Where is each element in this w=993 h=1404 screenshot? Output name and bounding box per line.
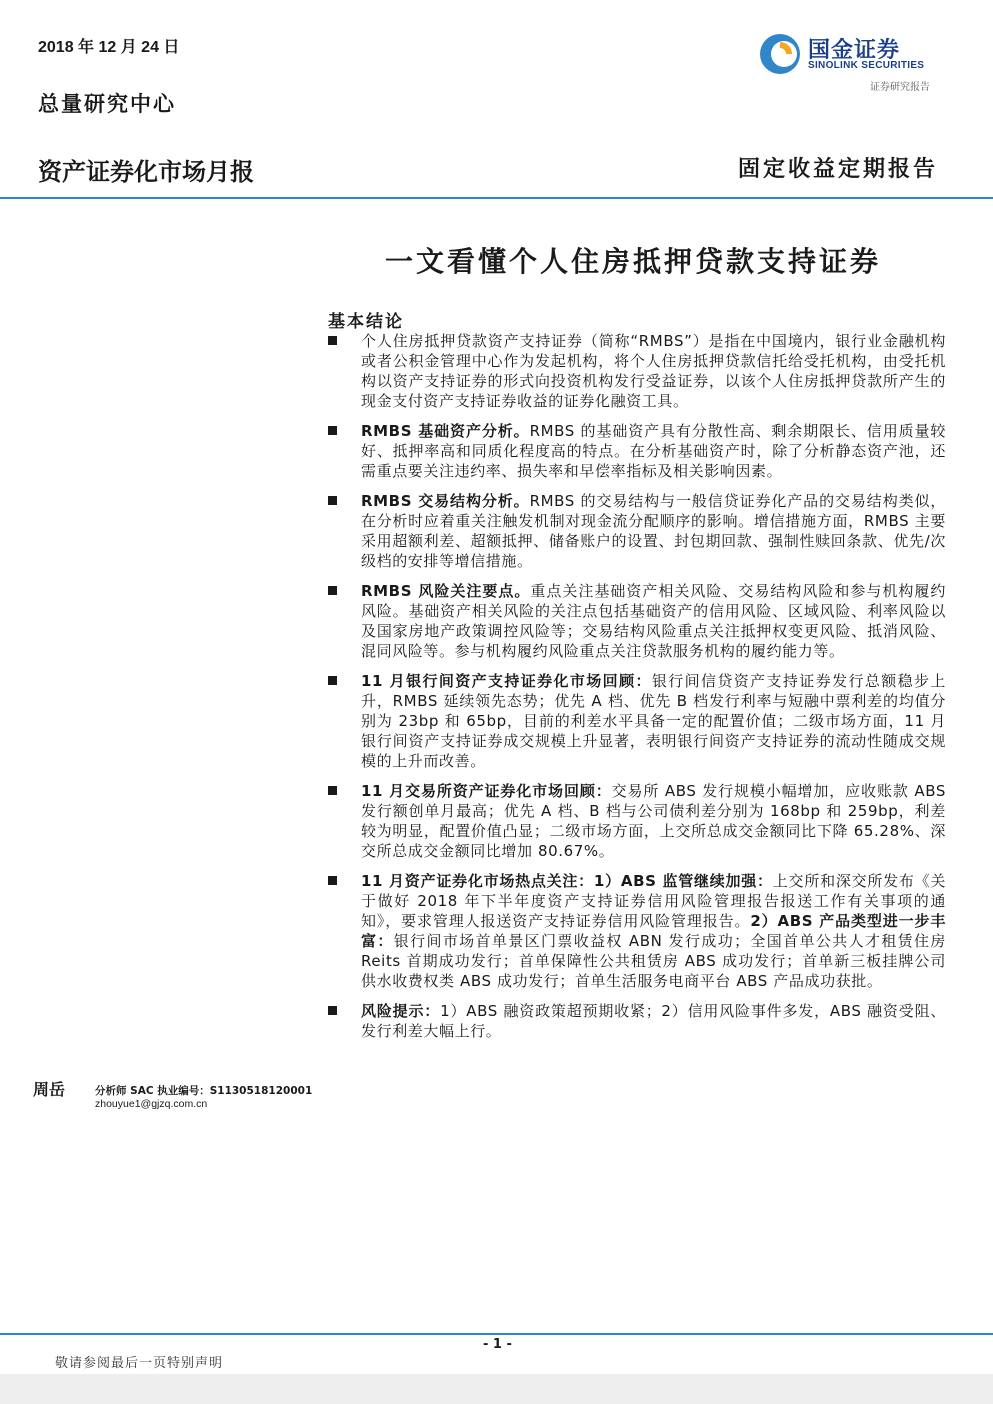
bullet-text: 1）ABS 融资政策超预期收紧；2）信用风险事件多发，ABS 融资受阻、发行利差大幅上行。: [361, 1002, 946, 1040]
footer-band: [0, 1374, 993, 1404]
page-number: - 1 -: [483, 1337, 512, 1352]
report-type: 资产证券化市场月报: [38, 158, 254, 186]
bullet-text: RMBS 的交易结构与一般信贷证券化产品的交易结构类似，在分析时应着重关注触发机制对现金流分配顺序的影响。增信措施方面，RMBS 主要采用超额利差、超额抵押、储备账户的设置、封包期回款、强制性赎回条款、优先/次级档的安排等增信措施。: [361, 492, 947, 570]
report-date: 2018 年 12 月 24 日: [38, 39, 180, 56]
list-item: [328, 671, 946, 771]
analyst-email[interactable]: zhouyue1@gjzq.com.cn: [95, 1098, 208, 1110]
square-bullet-icon: [328, 496, 337, 505]
square-bullet-icon: [328, 426, 337, 435]
bullet-lead: 风险提示：: [361, 1002, 441, 1020]
square-bullet-icon: [328, 676, 337, 685]
list-item: [328, 871, 946, 991]
square-bullet-icon: [328, 876, 337, 885]
list-item: [328, 421, 946, 481]
section-heading: 基本结论: [328, 312, 404, 332]
document-title: 一文看懂个人住房抵押贷款支持证券: [385, 245, 882, 278]
square-bullet-icon: [328, 786, 337, 795]
list-item: [328, 581, 946, 661]
list-item: [328, 781, 946, 861]
square-bullet-icon: [328, 336, 337, 345]
square-bullet-icon: [328, 1006, 337, 1015]
analyst-certificate: 分析师 SAC 执业编号：S1130518120001: [95, 1085, 313, 1097]
footer-divider: [0, 1333, 993, 1335]
bullet-lead: 11 月交易所资产证券化市场回顾：: [361, 782, 612, 800]
logo-subtitle: 证券研究报告: [870, 82, 930, 93]
header-divider: [0, 197, 993, 199]
bullet-text: 上交所和深交所发布《关于做好 2018 年下半年度资产支持证券信用风险管理报告报送工作有关事项的通知》，要求管理人报送资产支持证券信用风险管理报告。: [361, 872, 946, 930]
bullet-lead: RMBS 基础资产分析。: [361, 422, 530, 440]
analyst-name: 周岳: [33, 1080, 66, 1099]
department-name: 总量研究中心: [38, 91, 176, 116]
conclusion-list: [328, 331, 946, 1051]
bullet-text: 重点关注基础资产相关风险、交易结构风险和参与机构履约风险。基础资产相关风险的关注点包括基础资产的信用风险、区域风险、利率风险以及国家房地产政策调控风险等；交易结构风险重点关注抵押权变更风险、抵消风险、混同风险等。参与机构履约风险重点关注贷款服务机构的履约能力等。: [361, 582, 946, 660]
bullet-lead: RMBS 交易结构分析。: [361, 492, 530, 510]
list-item: [328, 1001, 946, 1041]
bullet-lead-secondary: 2）ABS 产品类型进一步丰富：: [361, 912, 946, 950]
bullet-text: 个人住房抵押贷款资产支持证券（简称“RMBS”）是指在中国境内，银行业金融机构或者公积金管理中心作为发起机构，将个人住房抵押贷款信托给受托机构，由受托机构以资产支持证券的形式向投资机构发行受益证券，以该个人住房抵押贷款所产生的现金支付资产支持证券收益的证券化融资工具。: [361, 332, 946, 410]
list-item: [328, 331, 946, 411]
logo-name-en: SINOLINK SECURITIES: [808, 60, 925, 71]
bullet-lead: 11 月资产证券化市场热点关注：1）ABS 监管继续加强：: [361, 872, 773, 890]
bullet-text: RMBS 的基础资产具有分散性高、剩余期限长、信用质量较好、抵押率高和同质化程度高的特点。在分析基础资产时，除了分析静态资产池，还需重点要关注违约率、损失率和早偿率指标及相关影响因素。: [361, 422, 947, 480]
disclaimer-text: 敬请参阅最后一页特别声明: [55, 1356, 224, 1371]
bullet-text-secondary: 银行间市场首单景区门票收益权 ABN 发行成功；全国首单公共人才租赁住房 Reits 首期成功发行；首单保障性公共租赁房 ABS 成功发行；首单新三板挂牌公司供水收费权类 ABS 成功发行；首单生活服务电商平台 ABS 产品成功获批。: [361, 932, 946, 990]
report-category: 固定收益定期报告: [737, 156, 938, 182]
list-item: [328, 491, 946, 571]
logo-name-cn: 国金证券: [808, 38, 901, 63]
bullet-text: 交易所 ABS 发行规模小幅增加，应收账款 ABS 发行额创单月最高；优先 A 档、B 档与公司债利差分别为 168bp 和 259bp，利差较为明显，配置价值凸显；二级市场方面，上交所总成交金额同比下降 65.28%、深交所总成交金额同比增加 80.67%。: [361, 782, 946, 860]
bullet-lead: 11 月银行间资产支持证券化市场回顾：: [361, 672, 652, 690]
square-bullet-icon: [328, 586, 337, 595]
bullet-text: 银行间信贷资产支持证券发行总额稳步上升，RMBS 延续领先态势；优先 A 档、优先 B 档发行利率与短融中票利差的均值分别为 23bp 和 65bp，目前的利差水平具备一定的配置价值；二级市场方面，11 月银行间资产支持证券成交规模上升显著，表明银行间资产支持证券的流动性随成交规模的上升而改善。: [361, 672, 946, 770]
bullet-lead: RMBS 风险关注要点。: [361, 582, 531, 600]
